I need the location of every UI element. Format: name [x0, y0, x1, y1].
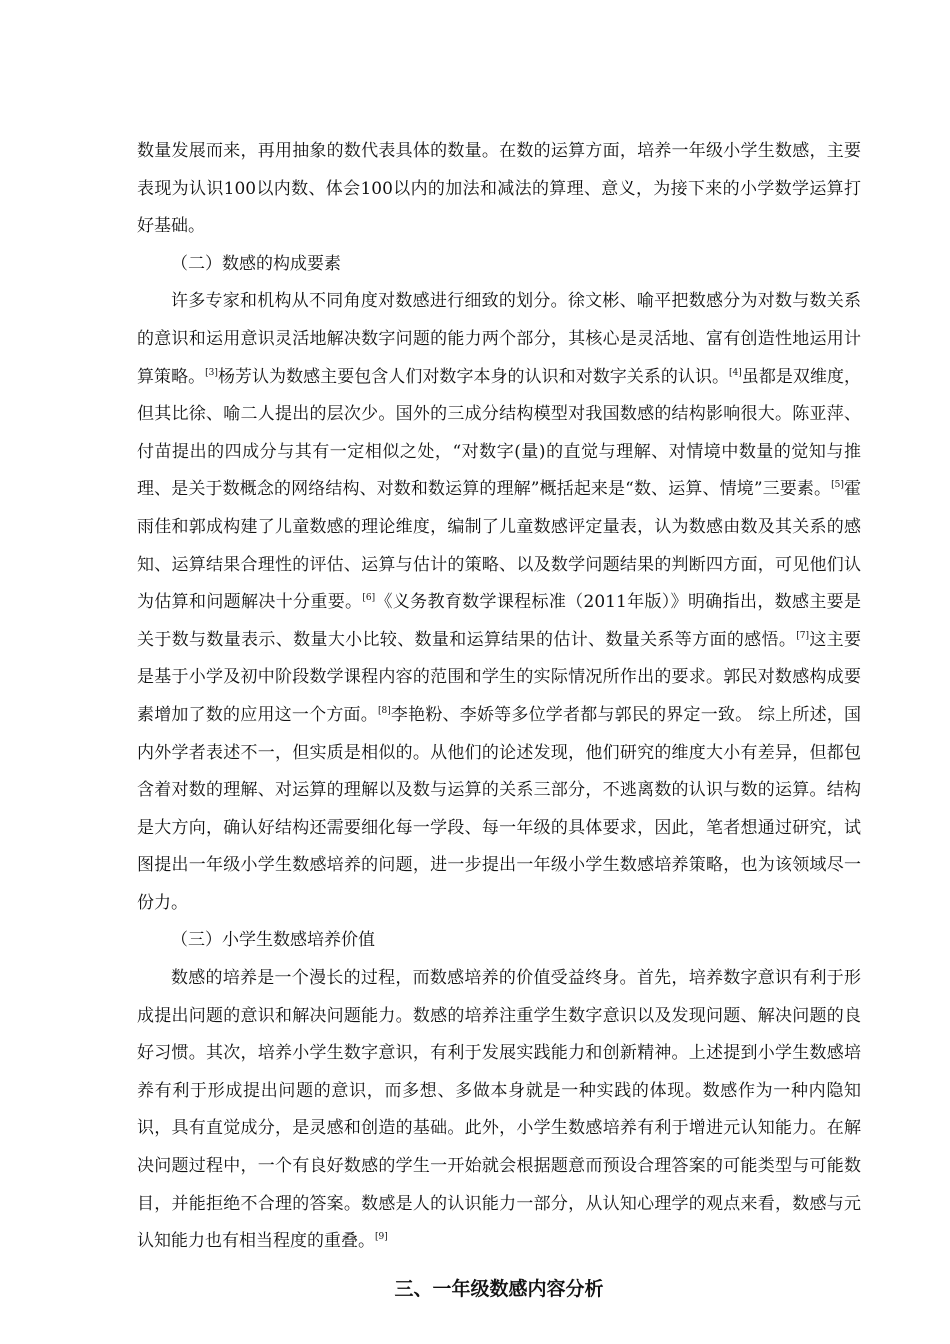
- paragraph-text: 许多专家和机构从不同角度对数感进行细致的划分。徐文彬、喻平把数感分为对数与数关系的意识和运用意识灵活地解决数字问题的能力两个部分，其核心是灵活地、富有创造性地运用计算策略。: [137, 291, 861, 387]
- section-heading-composition: （二）数感的构成要素: [171, 253, 341, 274]
- paragraph-text: 数感的培养是一个漫长的过程，而数感培养的价值受益终身。首先，培养数字意识有利于形成提出问题的意识和解决问题能力。数感的培养注重学生数字意识以及发现问题、解决问题的良好习惯。其次，培养小学生数字意识，有利于发展实践能力和创新精神。上述提到小学生数感培养有利于形成提出问题的意识，而多想、多做本身就是一种实践的体现。数感作为一种内隐知识，具有直觉成分，是灵感和创造的基础。此外，小学生数感培养有利于增进元认知能力。在解决问题过程中，一个有良好数感的学生一开始就会根据题意而预设合理答案的可能类型与可能数目，并能拒绝不合理的答案。数感是人的认识能力一部分，从认知心理学的观点来看，数感与元认知能力也有相当程度的重叠。: [137, 968, 861, 1252]
- intro-paragraph: [137, 133, 861, 246]
- paragraph-text: 杨芳认为数感主要包含人们对数字本身的认识和对数字关系的认识。: [217, 366, 730, 387]
- paragraph-text: 李艳粉、李娇等多位学者都与郭民的界定一致。 综上所述，国内外学者表述不一，但实质是相似的。从他们的论述发现，他们研究的维度大小有差异，但都包含着对数的理解、对运算的理解以及数与运算的关系三部分，不逃离数的认识与数的运算。结构是大方向，确认好结构还需要细化每一学段、每一年级的具体要求，因此，笔者想通过研究，试图提出一年级小学生数感培养的问题，进一步提出一年级小学生数感培养策略，也为该领域尽一份力。: [137, 704, 862, 913]
- citation-ref: [6]: [362, 593, 376, 604]
- citation-ref: [4]: [729, 367, 742, 378]
- paragraph-text: 这主要是基于小学及初中阶段数学课程内容的范围和学生的实际情况所作出的要求。郭民对数感构成要素增加了数的应用这一个方面。: [137, 629, 862, 725]
- intro-text: 数量发展而来，再用抽象的数代表具体的数量。在数的运算方面，培养一年级小学生数感，主要表现为认识100以内数、体会100以内的加法和减法的算理、意义，为接下来的小学数学运算打好基础。: [137, 141, 861, 237]
- section-heading-value: （三）小学生数感培养价值: [171, 930, 375, 951]
- citation-ref: [7]: [796, 630, 809, 641]
- citation-ref: [3]: [205, 367, 218, 378]
- document-page: [137, 133, 861, 1309]
- citation-ref: [5]: [831, 480, 844, 491]
- paragraph-text: 霍雨佳和郭成构建了儿童数感的理论维度，编制了儿童数感评定量表，认为数感由数及其关系的感知、运算结果合理性的评估、运算与估计的策略、以及数学问题结果的判断四方面，可见他们认为估算和问题解决十分重要。: [137, 479, 861, 613]
- citation-ref: [8]: [377, 705, 391, 716]
- value-paragraph: [137, 960, 861, 1261]
- chapter-heading: 三、一年级数感内容分析: [394, 1277, 604, 1300]
- citation-ref: [9]: [375, 1232, 388, 1243]
- paragraph-text: 虽都是双维度，但其比徐、喻二人提出的层次少。国外的三成分结构模型对我国数感的结构影响很大。陈亚萍、付苗提出的四成分与其有一定相似之处，“对数字(量)的直觉与理解、对情境中数量的觉知与推理、是关于数概念的网络结构、对数和数运算的理解”概括起来是“数、运算、情境”三要素。: [137, 366, 862, 500]
- composition-paragraph: [137, 283, 861, 922]
- paragraph-text: 《义务教育数学课程标准（2011年版）》明确指出，数感主要是关于数与数量表示、数量大小比较、数量和运算结果的估计、数量关系等方面的感悟。: [137, 592, 862, 650]
